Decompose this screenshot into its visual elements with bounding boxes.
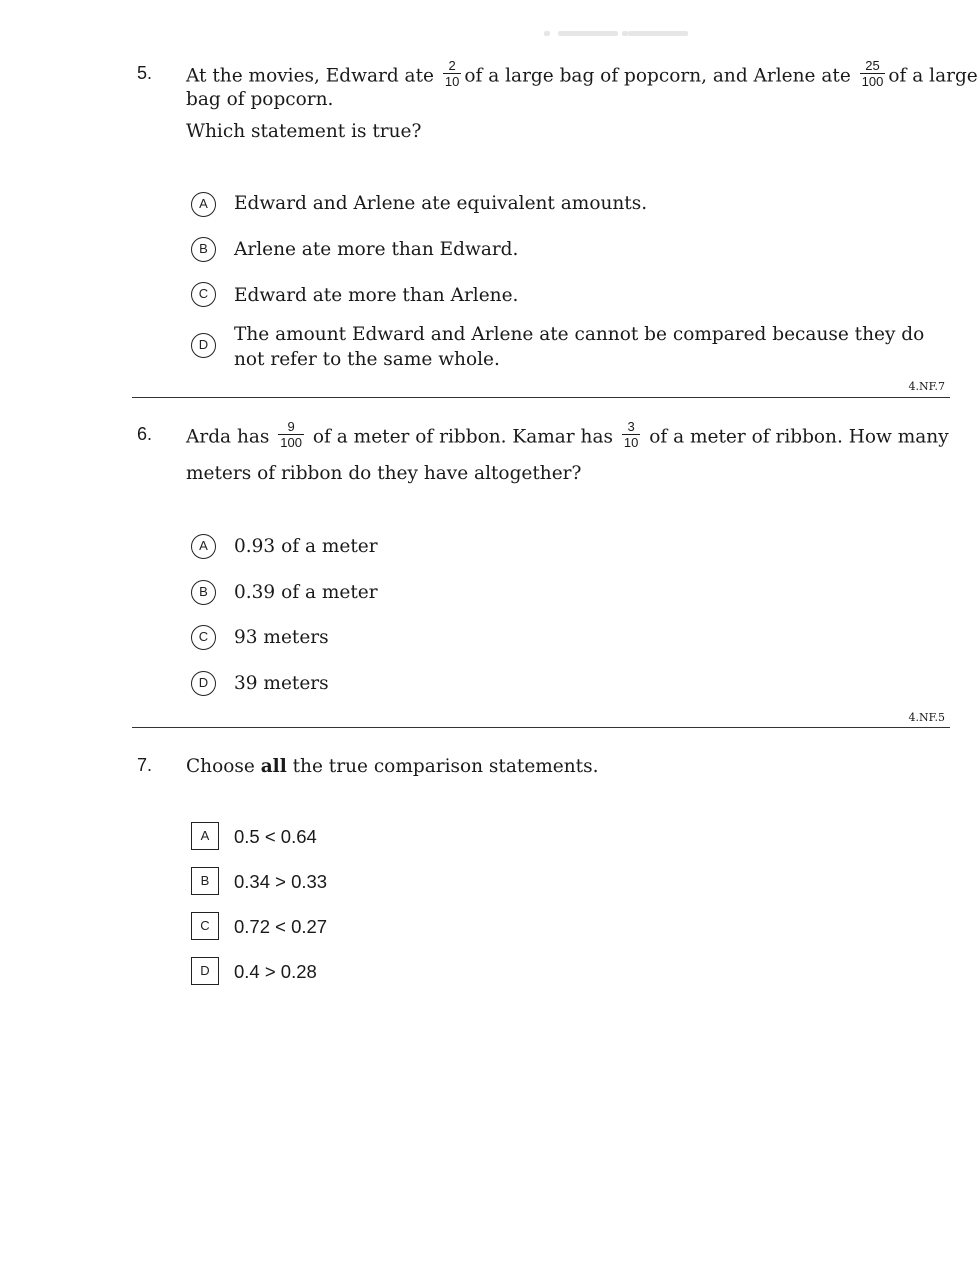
option-text: 0.93 of a meter — [234, 536, 378, 557]
option-text: 0.34 > 0.33 — [234, 871, 328, 892]
option-bubble[interactable]: C — [191, 282, 216, 307]
header-remnant — [544, 31, 688, 37]
option-checkbox[interactable]: D — [191, 957, 219, 985]
option-text: Edward ate more than Arlene. — [234, 285, 519, 306]
divider — [132, 727, 950, 728]
option-bubble[interactable]: D — [191, 333, 216, 358]
option-text: 0.5 < 0.64 — [234, 826, 317, 847]
question-stem: Choose all the true comparison statements. — [186, 756, 599, 777]
option-bubble[interactable]: A — [191, 192, 216, 217]
fraction: $\frac{3}{10}$ — [623, 419, 639, 450]
option-text: 0.72 < 0.27 — [234, 916, 328, 937]
option-text: Edward and Arlene ate equivalent amounts. — [234, 193, 648, 214]
question-prompt: Which statement is true? — [186, 121, 422, 142]
fraction: $\frac{2}{10}$ — [444, 58, 460, 89]
option-checkbox[interactable]: A — [191, 822, 219, 850]
fraction: $\frac{9}{100}$ — [280, 419, 302, 450]
option-text: 93 meters — [234, 627, 329, 648]
question-number: 5. — [137, 63, 153, 83]
option-checkbox[interactable]: C — [191, 912, 219, 940]
option-checkbox[interactable]: B — [191, 867, 219, 895]
question-stem: Arda has $\frac{9}{100}$ of a meter of ribbon. Kamar has $\frac{3}{10}$ of a meter of ribbon. How many — [186, 419, 949, 450]
question-number: 7. — [137, 755, 153, 775]
standard-code: 4.NF.5 — [908, 711, 945, 724]
option-text: 0.39 of a meter — [234, 582, 378, 603]
divider — [132, 397, 950, 398]
question-number: 6. — [137, 424, 153, 444]
option-text: 39 meters — [234, 673, 329, 694]
question-stem: At the movies, Edward ate $\frac{2}{10}$ of a large bag of popcorn, and Arlene ate $\frac{25}{100}$ of a large — [186, 58, 978, 89]
option-text: 0.4 > 0.28 — [234, 961, 317, 982]
option-bubble[interactable]: B — [191, 237, 216, 262]
question-stem-line2: bag of popcorn. — [186, 89, 334, 110]
option-bubble[interactable]: C — [191, 625, 216, 650]
option-bubble[interactable]: B — [191, 580, 216, 605]
option-bubble[interactable]: D — [191, 671, 216, 696]
option-text: The amount Edward and Arlene ate cannot be compared because they do not refer to the same whole. — [234, 324, 925, 370]
option-text: Arlene ate more than Edward. — [234, 239, 519, 260]
fraction: $\frac{25}{100}$ — [861, 58, 884, 89]
standard-code: 4.NF.7 — [908, 380, 945, 393]
option-bubble[interactable]: A — [191, 534, 216, 559]
question-stem-line2: meters of ribbon do they have altogether? — [186, 463, 582, 484]
